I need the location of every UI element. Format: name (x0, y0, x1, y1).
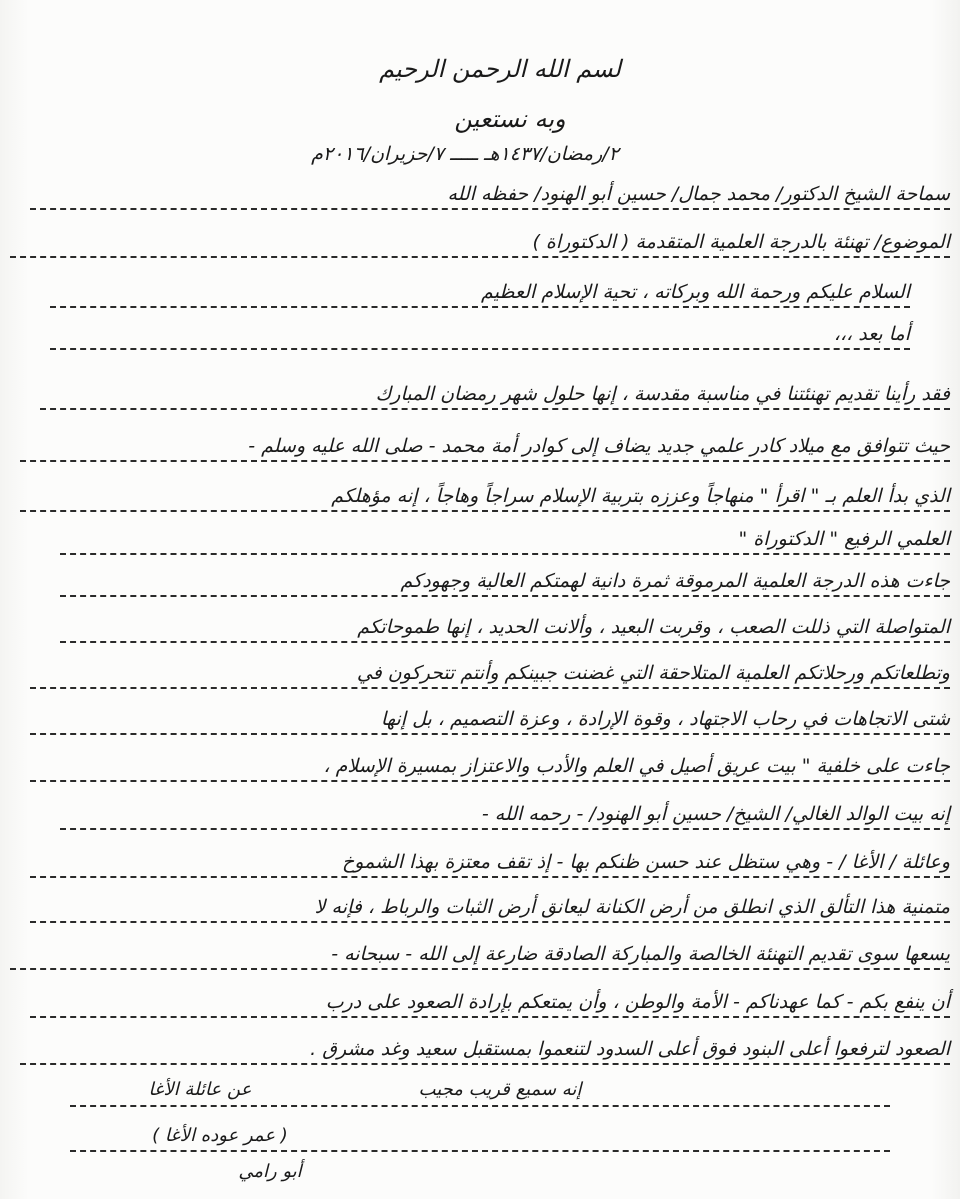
opening-line: أما بعد ،،، (50, 320, 910, 350)
body-line: حيث تتوافق مع ميلاد كادر علمي جديد يضاف إلى كوادر أمة محمد - صلى الله عليه وسلم - (20, 432, 950, 462)
body-line: شتى الاتجاهات في رحاب الاجتهاد ، وقوة الإرادة ، وعزة التصميم ، بل إنها (30, 705, 950, 735)
signature-kunya: أبو رامي (238, 1161, 302, 1182)
signature-rule (70, 1105, 890, 1107)
body-line: فقد رأينا تقديم تهنئتنا في مناسبة مقدسة ، إنها حلول شهر رمضان المبارك (40, 380, 950, 410)
subject-line: الموضوع/ تهنئة بالدرجة العلمية المتقدمة ( الدكتوراة ) (10, 228, 950, 258)
date-line: ٢/رمضان/١٤٣٧هـ ـــــ ٧/حزيران/٢٠١٦م (311, 143, 619, 165)
addressee-line: سماحة الشيخ الدكتور/ محمد جمال/ حسين أبو الهنود/ حفظه الله (30, 180, 950, 210)
body-line: الذي بدأ العلم بـ " اقرأ " منهاجاً وعززه بتربية الإسلام سراجاً وهاجاً ، إنه مؤهلكم (20, 482, 950, 512)
body-line: جاءت هذه الدرجة العلمية المرموقة ثمرة دانية لهمتكم العالية وجهودكم (60, 567, 950, 597)
signature-name: ( عمر عوده الأغا ) (152, 1125, 288, 1146)
body-line: يسعها سوى تقديم التهنئة الخالصة والمباركة الصادقة ضارعة إلى الله - سبحانه - (10, 940, 950, 970)
invocation: وبه نستعين (454, 105, 566, 133)
body-line: جاءت على خلفية " بيت عريق أصيل في العلم والأدب والاعتزاز بمسيرة الإسلام ، (30, 752, 950, 782)
body-line: أن ينفع بكم - كما عهدناكم - الأمة والوطن ، وأن يمتعكم بإرادة الصعود على درب (30, 988, 950, 1018)
body-line: وعائلة / الأغا / - وهي ستظل عند حسن ظنكم بها - إذ تقف معتزة بهذا الشموخ (30, 848, 950, 878)
body-line: متمنية هذا التألق الذي انطلق من أرض الكنانة ليعانق أرض الثبات والرباط ، فإنه لا (30, 893, 950, 923)
body-line: إنه بيت الوالد الغالي/ الشيخ/ حسين أبو الهنود/ - رحمه الله - (60, 800, 950, 830)
greeting-line: السلام عليكم ورحمة الله وبركاته ، تحية الإسلام العظيم (50, 278, 910, 308)
signature-rule (70, 1150, 890, 1152)
basmala: لسم الله الرحمن الرحيم (379, 55, 621, 83)
signature-from: عن عائلة الأغا (148, 1079, 252, 1100)
body-line: وتطلعاتكم ورحلاتكم العلمية المتلاحقة التي غضنت جبينكم وأنتم تتحركون في (30, 659, 950, 689)
body-line: المتواصلة التي ذللت الصعب ، وقربت البعيد ، وألانت الحديد ، إنها طموحاتكم (60, 613, 950, 643)
closing-prayer: إنه سميع قريب مجيب (418, 1079, 582, 1100)
body-line: الصعود لترفعوا أعلى البنود فوق أعلى السدود لتنعموا بمستقبل سعيد وغد مشرق . (20, 1035, 950, 1065)
body-line: العلمي الرفيع " الدكتوراة " (60, 525, 950, 555)
